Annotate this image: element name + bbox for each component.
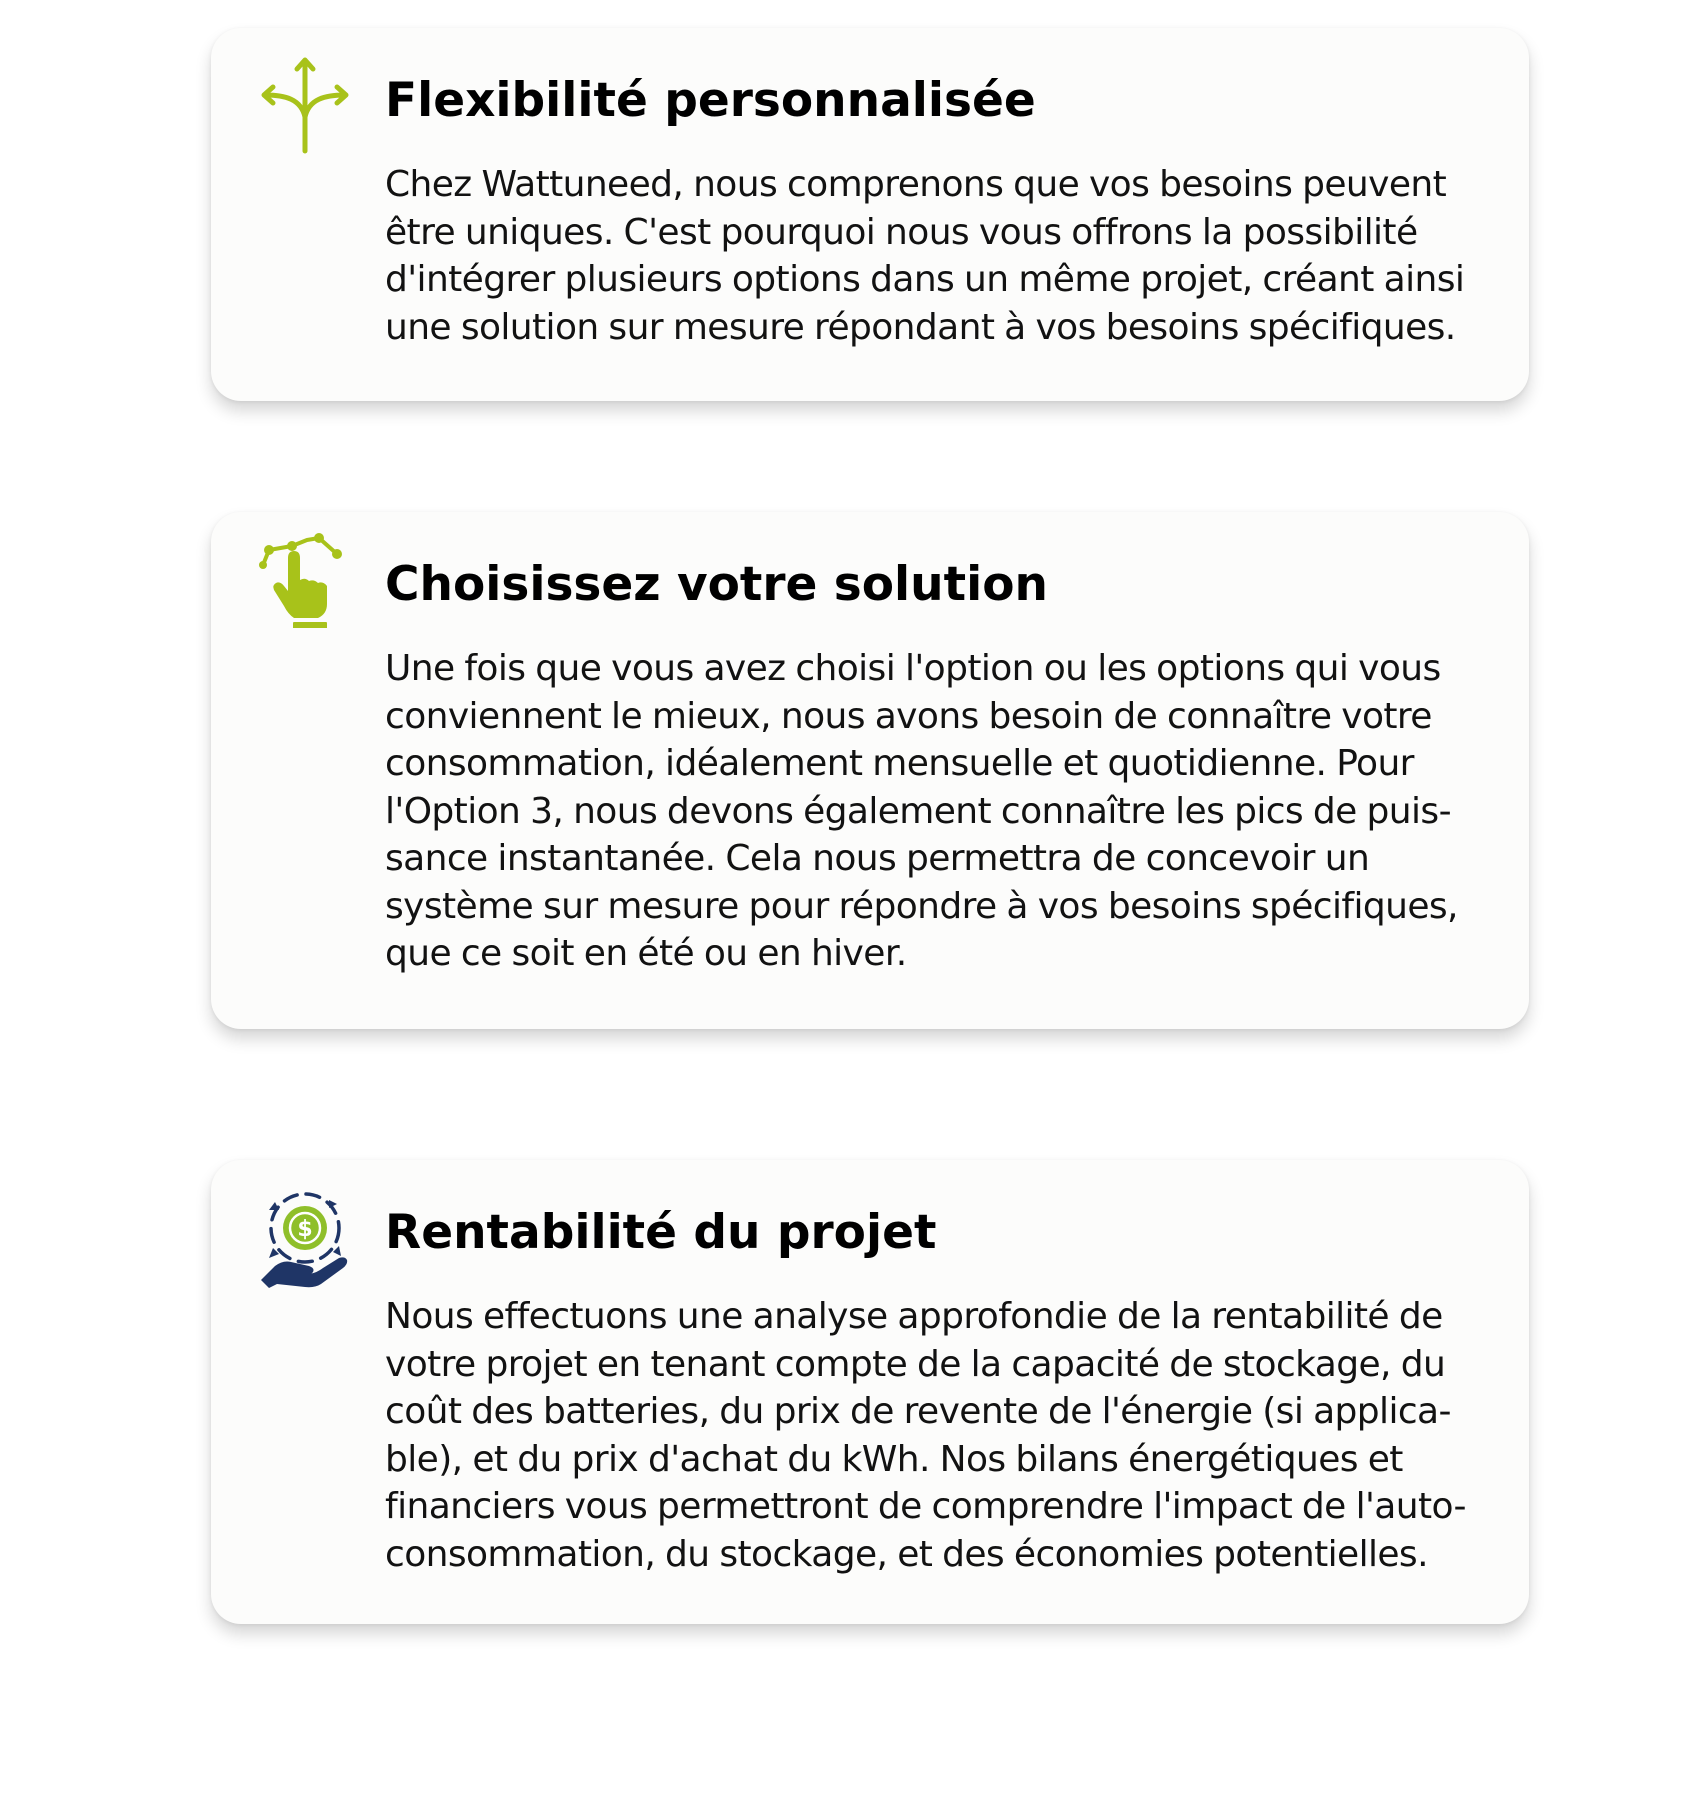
feature-card-flexibility [211,28,1529,401]
description-line: financiers vous permettront de comprendre l'impact de l'auto- [385,1486,1466,1527]
description-line: conviennent le mieux, nous avons besoin de connaître votre [385,695,1432,737]
description-line: l'Option 3, nous devons également connaître les pics de puis- [385,790,1451,832]
description-line: ble), et du prix d'achat du kWh. Nos bilans énergétiques et [385,1438,1403,1480]
description-line: consommation, du stockage, et des économies potentielles. [385,1533,1428,1575]
description-line: être uniques. C'est pourquoi nous vous offrons la possibilité [385,211,1418,253]
card-description [385,1293,1495,1578]
description-line: Nous effectuons une analyse approfondie de la rentabilité de [385,1296,1443,1337]
card-description [385,161,1495,351]
description-line: système sur mesure pour répondre à vos besoins spécifiques, [385,885,1458,927]
description-line: Chez Wattuneed, nous comprenons que vos besoins peuvent [385,164,1447,205]
diverging-arrows-icon [255,55,355,155]
card-title: Flexibilité personnalisée [385,73,1036,128]
dollar-sign: $ [297,1217,313,1242]
description-line: Une fois que vous avez choisi l'option ou les options qui vous [385,648,1441,689]
hand-pointer-select-icon [255,528,355,628]
description-line: consommation, idéalement mensuelle et quotidienne. Pour [385,743,1414,784]
description-line: d'intégrer plusieurs options dans un même projet, créant ainsi [385,259,1465,300]
card-description [385,645,1495,978]
description-line: sance instantanée. Cela nous permettra de concevoir un [385,838,1370,879]
description-line: une solution sur mesure répondant à vos besoins spécifiques. [385,306,1456,348]
feature-card-profitability [211,1160,1529,1624]
description-line: votre projet en tenant compte de la capacité de stockage, du [385,1343,1446,1385]
description-line: coût des batteries, du prix de revente de l'énergie (si applica- [385,1391,1451,1432]
money-return-hand-icon [255,1188,355,1288]
feature-card-choose-solution [211,512,1529,1029]
description-line: que ce soit en été ou en hiver. [385,933,907,974]
card-title: Choisissez votre solution [385,557,1048,612]
card-title: Rentabilité du projet [385,1205,937,1260]
